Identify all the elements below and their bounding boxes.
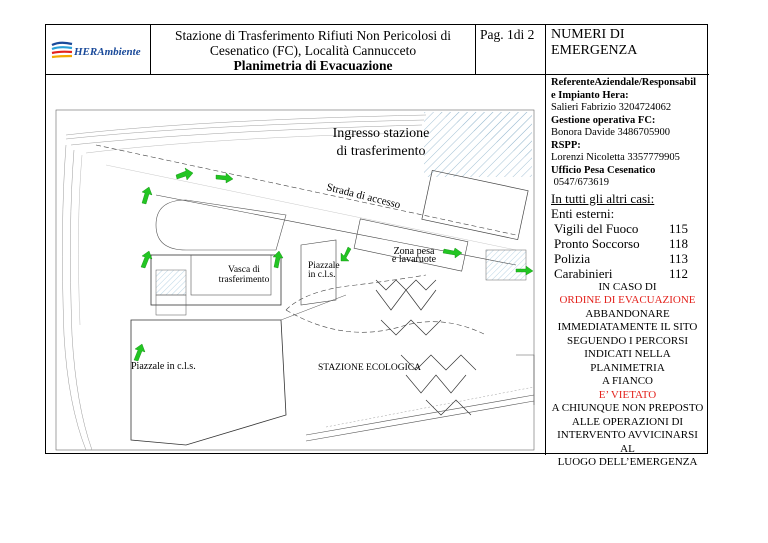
title-line-1: Stazione di Trasferimento Rifiuti Non Pericolosi di <box>175 28 451 43</box>
piazzale-label-2: in c.l.s. <box>308 270 336 280</box>
piazzale-cls-label: Piazzale in c.l.s. <box>131 361 196 372</box>
contact-gestione: Gestione operativa FC: Bonora Davide 3486705900 <box>551 114 670 138</box>
arrow-icon <box>176 168 193 180</box>
evacuation-instructions: IN CASO DI ORDINE DI EVACUAZIONE ABBANDONARE IMMEDIATAMENTE IL SITO SEGUENDO I PERCORSI INDICATI NELLA PLANIMETRIA A FIANCO E’ VIETATO A CHIUNQUE NON PREPOSTO ALLE OPERAZIONI DI INTERVENTO AVVICINARSI AL LUOGO DELL’EMERGENZA <box>551 280 704 468</box>
piazzale-label-1: Piazzale <box>308 261 340 271</box>
emergency-numbers-title <box>546 25 709 75</box>
contact-rspp: RSPP: Lorenzi Nicoletta 3357779905 <box>551 139 680 163</box>
piazzale-cls-area <box>131 320 286 445</box>
arrow-icon <box>273 251 283 268</box>
number-row-vigili: Vigili del Fuoco 115 <box>554 220 689 236</box>
external-entities-label: Enti esterni: <box>551 205 615 221</box>
arrow-icon <box>142 187 152 204</box>
arrow-icon <box>443 248 462 258</box>
arrow-icon <box>341 247 351 261</box>
evacuation-map <box>46 75 546 455</box>
title-line-2: Cesenatico (FC), Località Cannucceto <box>209 43 417 58</box>
title-line-3: Planimetria di Evacuazione <box>233 58 393 73</box>
other-cases-heading: In tutti gli altri casi: <box>551 190 655 206</box>
arrow-icon <box>141 251 152 268</box>
strada-label: Strada di accesso <box>325 181 402 212</box>
site-plan <box>46 75 545 455</box>
arrow-icon <box>134 344 145 361</box>
stazione-ecologica-label: STAZIONE ECOLOGICA <box>318 363 421 373</box>
number-row-pronto-soccorso: Pronto Soccorso 118 <box>554 235 689 251</box>
emergency-title-line-2: EMERGENZA <box>551 43 638 58</box>
logo-text: HERAmbiente <box>74 45 141 58</box>
hera-logo <box>50 38 146 62</box>
evacuation-sheet <box>45 24 708 468</box>
number-row-polizia: Polizia 113 <box>554 250 689 266</box>
zona-pesa-label-2: e lavaruote <box>391 254 437 265</box>
contact-ufficio-pesa: Ufficio Pesa Cesenatico 0547/673619 <box>551 164 656 188</box>
ingresso-label-2: di trasferimento <box>336 144 426 159</box>
vasca-label-1: Vasca di <box>228 265 260 275</box>
document-title <box>151 25 476 75</box>
contact-referente: ReferenteAziendale/Responsabil e Impianto Hera: Salieri Fabrizio 3204724062 <box>551 77 697 113</box>
zona-pesa-label-1: Zona pesa <box>393 246 435 257</box>
page-number: Pag. 1di 2 <box>476 25 546 75</box>
ingresso-label-1: Ingresso stazione <box>332 126 430 141</box>
emergency-contacts <box>546 75 709 468</box>
hera-logo-cell <box>46 25 151 75</box>
emergency-title-line-1: NUMERI DI <box>551 27 625 42</box>
arrow-icon <box>216 173 233 183</box>
number-row-carabinieri: Carabinieri 112 <box>554 265 689 281</box>
vasca-label-2: trasferimento <box>218 275 270 285</box>
